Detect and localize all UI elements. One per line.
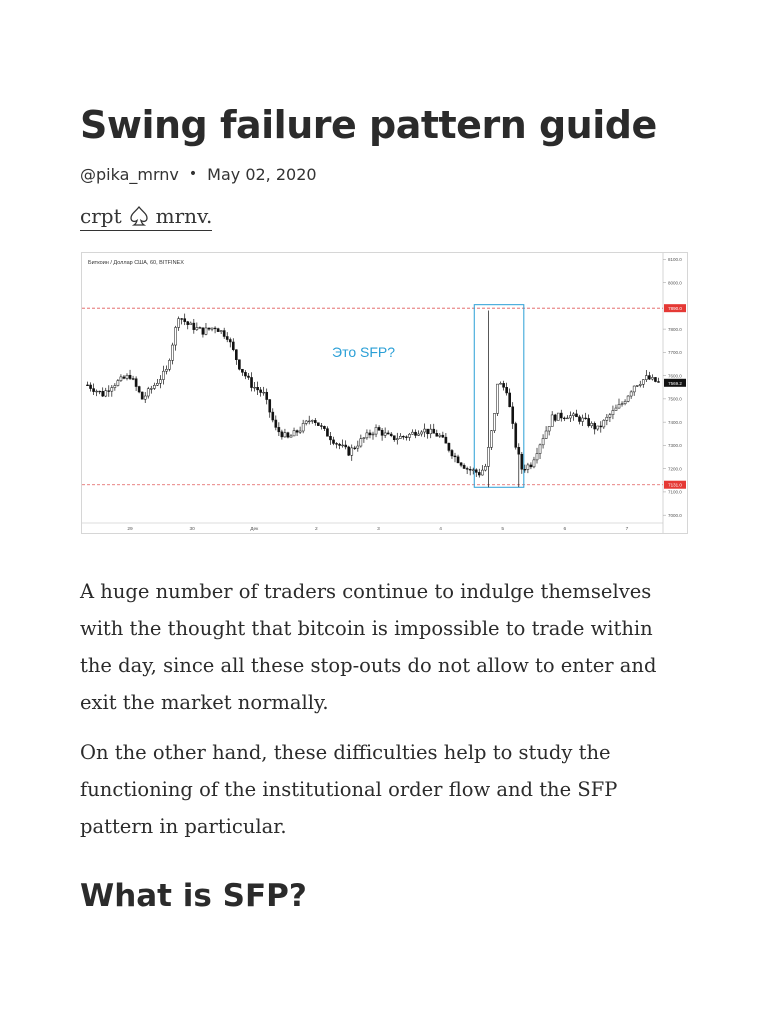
candle-body [563,418,565,419]
x-tick-label: 6 [563,527,567,532]
candle-body [518,447,520,454]
level-label: 7890.0 [668,306,682,312]
candle-body [247,376,249,377]
candle-body [369,433,371,435]
candle-body [551,415,553,427]
candle-body [159,380,161,384]
candle-body [308,421,310,422]
candle-body [542,438,544,444]
y-tick-label: 7700.0 [668,350,682,356]
candle-body [536,454,538,460]
candle-body [609,415,611,417]
candle-body [93,389,95,392]
brand-link[interactable] [80,204,212,231]
candle-body [591,423,593,425]
candle-body [417,434,419,435]
candle-body [375,427,377,434]
candle-body [287,433,289,438]
candle-body [481,470,483,475]
candle-body [572,414,574,416]
candle-body [569,416,571,418]
publish-date: May 02, 2020 [207,164,317,184]
candle-body [178,319,180,328]
paragraph-2: On the other hand, these difficulties help to study the functioning of the institutional order flow and the SFP pattern in particular. [80,741,618,838]
candle-body [436,433,438,436]
candle-body [175,327,177,345]
candle-body [266,392,268,399]
candle-body [129,375,131,378]
candle-body [329,436,331,440]
candle-body [493,413,495,430]
candle-body [171,345,173,360]
candle-body [424,429,426,432]
candle-body [624,401,626,403]
candle-body [527,465,529,469]
candle-body [196,328,198,330]
candle-body [290,436,292,437]
candle-body [348,447,350,455]
candle-body [427,429,429,434]
candle-body [126,375,128,378]
x-tick-label: 4 [439,527,442,532]
candle-body [630,392,632,396]
candle-body [366,433,368,438]
y-tick-label: 8100.0 [668,257,682,263]
candle-body [378,427,380,430]
candle-body [636,385,638,386]
candle-body [396,439,398,440]
candle-body [645,376,647,380]
candle-body [269,400,271,413]
candle-body [184,319,186,322]
candle-body [509,393,511,407]
candle-body [147,389,149,396]
candle-body [317,423,319,426]
y-tick-label: 7600.0 [668,373,682,379]
paragraph-1: A huge number of traders continue to indulge themselves with the thought that bitcoin is impossible to trade within the day, since all these stop-outs do not allow to enter and exit the market normally. [80,580,657,714]
candle-body [490,431,492,448]
candle-body [460,463,462,466]
candle-body [220,331,222,332]
candle-body [405,437,407,438]
candle-body [323,426,325,428]
candle-body [342,445,344,446]
candle-body [651,377,653,379]
candle-body [217,329,219,332]
candle-body [578,417,580,422]
candle-body [211,328,213,329]
x-tick-label: 2 [315,527,318,532]
candle-body [102,391,104,396]
section-heading: What is SFP? [80,878,307,914]
candlestick-chart [82,253,687,533]
candle-body [499,383,501,384]
candle-body [214,328,216,329]
level-label: 7131.0 [668,482,682,488]
candle-body [387,433,389,434]
candle-body [150,388,152,389]
candle-body [506,387,508,393]
last-price-label: 7569.2 [668,380,682,386]
x-tick-label: 5 [501,527,505,532]
candle-body [393,436,395,440]
candle-body [202,328,204,335]
candle-body [566,418,568,419]
candle-body [229,340,231,342]
candle-body [445,437,447,443]
candle-body [411,432,413,434]
candle-body [639,384,641,385]
candle-body [433,429,435,433]
y-tick-label: 7200.0 [668,466,682,472]
y-tick-label: 8000.0 [668,280,682,286]
candle-body [487,447,489,466]
candle-body [478,472,480,475]
candle-body [320,426,322,427]
candle-body [454,456,456,457]
candle-body [86,385,88,386]
x-tick-label: 30 [189,527,195,532]
candle-body [408,434,410,437]
candle-body [484,466,486,470]
candle-body [339,444,341,445]
candle-body [381,430,383,435]
candle-body [96,391,98,392]
candle-body [181,319,183,320]
candle-body [594,423,596,429]
candle-body [654,377,656,381]
candle-body [89,385,91,389]
candle-body [260,390,262,393]
candle-body [284,433,286,437]
y-tick-label: 7100.0 [668,489,682,495]
brand-left-text: crpt [80,204,122,228]
candle-body [141,392,143,399]
candle-body [253,387,255,388]
candle-body [621,404,623,405]
y-tick-label: 7800.0 [668,326,682,332]
candle-body [457,457,459,463]
candle-body [263,392,265,393]
candle-body [199,328,201,329]
candle-body [314,420,316,422]
candle-body [600,426,602,427]
candle-body [326,429,328,437]
candle-body [114,386,116,388]
x-tick-label: 29 [127,527,133,532]
y-tick-label: 7400.0 [668,419,682,425]
candle-body [111,388,113,392]
candle-body [332,440,334,444]
candle-body [235,350,237,360]
candle-body [168,360,170,369]
candle-body [657,382,659,383]
candle-body [585,418,587,419]
candle-body [581,418,583,421]
candle-body [162,371,164,379]
candle-body [560,413,562,418]
candle-body [451,450,453,456]
candle-body [390,434,392,436]
chart-header: Биткоин / Доллар США, 60, BITFINEX [88,260,184,266]
candle-body [642,380,644,385]
candle-body [293,431,295,436]
candle-body [117,381,119,386]
spade-outline-icon [128,205,150,227]
candle-body [335,443,337,444]
candle-body [603,420,605,427]
candle-body [533,460,535,467]
candle-body [472,470,474,471]
y-tick-label: 7000.0 [668,512,682,518]
candle-body [633,386,635,392]
candle-body [223,331,225,337]
candle-body [351,448,353,455]
candle-body [138,387,140,392]
candle-body [430,429,432,434]
candle-body [618,404,620,408]
candle-body [384,433,386,435]
candle-body [278,427,280,431]
candle-body [208,328,210,329]
candle-body [299,431,301,432]
candle-body [448,443,450,450]
candle-body [345,445,347,447]
candle-body [548,426,550,431]
candle-body [399,436,401,438]
candle-body [503,383,505,387]
article-title: Swing failure pattern guide [80,103,657,147]
price-chart-image [81,252,688,534]
candle-body [354,448,356,449]
meta-separator: • [188,166,198,182]
candle-body [153,385,155,388]
candle-body [275,420,277,427]
candle-body [648,376,650,380]
candle-body [257,387,259,390]
candle-body [123,377,125,379]
candle-body [241,369,243,372]
candle-body [588,418,590,425]
article-meta [80,162,317,186]
candle-body [475,470,477,473]
candle-body [439,435,441,436]
candle-body [421,432,423,434]
x-tick-label: 3 [377,527,380,532]
candle-body [135,379,137,387]
candle-body [296,431,298,433]
candle-body [521,454,523,469]
x-tick-label: Дек [250,527,259,532]
candle-body [232,342,234,350]
candle-body [360,439,362,446]
candle-body [372,434,374,435]
candle-body [193,323,195,330]
candle-body [463,465,465,468]
candle-body [244,372,246,376]
candle-body [226,336,228,339]
candle-body [305,421,307,423]
candle-body [165,369,167,371]
y-tick-label: 7500.0 [668,396,682,402]
candle-body [539,445,541,454]
candle-body [606,417,608,420]
candle-body [615,408,617,410]
candle-body [120,377,122,381]
candle-body [512,407,514,424]
candle-body [575,414,577,417]
candle-body [597,426,599,429]
candle-body [144,396,146,399]
candle-body [469,469,471,470]
candle-body [156,383,158,385]
candle-body [238,360,240,369]
candle-body [105,391,107,396]
candle-body [496,384,498,413]
candle-body [363,438,365,439]
candle-body [515,424,517,448]
candle-body [524,469,526,470]
candle-body [99,391,101,392]
candle-body [554,415,556,420]
brand-right-text: mrnv. [155,204,213,228]
y-tick-label: 7300.0 [668,443,682,449]
candle-body [205,328,207,334]
candle-body [557,413,559,420]
candle-body [311,420,313,421]
candle-body [302,423,304,431]
candle-body [272,412,274,420]
candle-body [108,391,110,392]
x-tick-label: 7 [625,527,629,532]
candle-body [187,322,189,325]
candle-body [357,446,359,448]
candle-body [250,377,252,387]
candle-body [132,379,134,380]
candle-body [466,468,468,469]
candle-body [402,436,404,437]
candle-body [442,435,444,437]
candle-body [612,411,614,415]
candle-body [281,432,283,437]
sfp-annotation: Это SFP? [332,344,396,360]
candle-body [545,431,547,438]
candle-body [414,432,416,435]
candle-body [627,396,629,401]
candle-body [190,323,192,325]
author-link[interactable]: @pika_mrnv [80,164,179,184]
candle-body [530,465,532,467]
